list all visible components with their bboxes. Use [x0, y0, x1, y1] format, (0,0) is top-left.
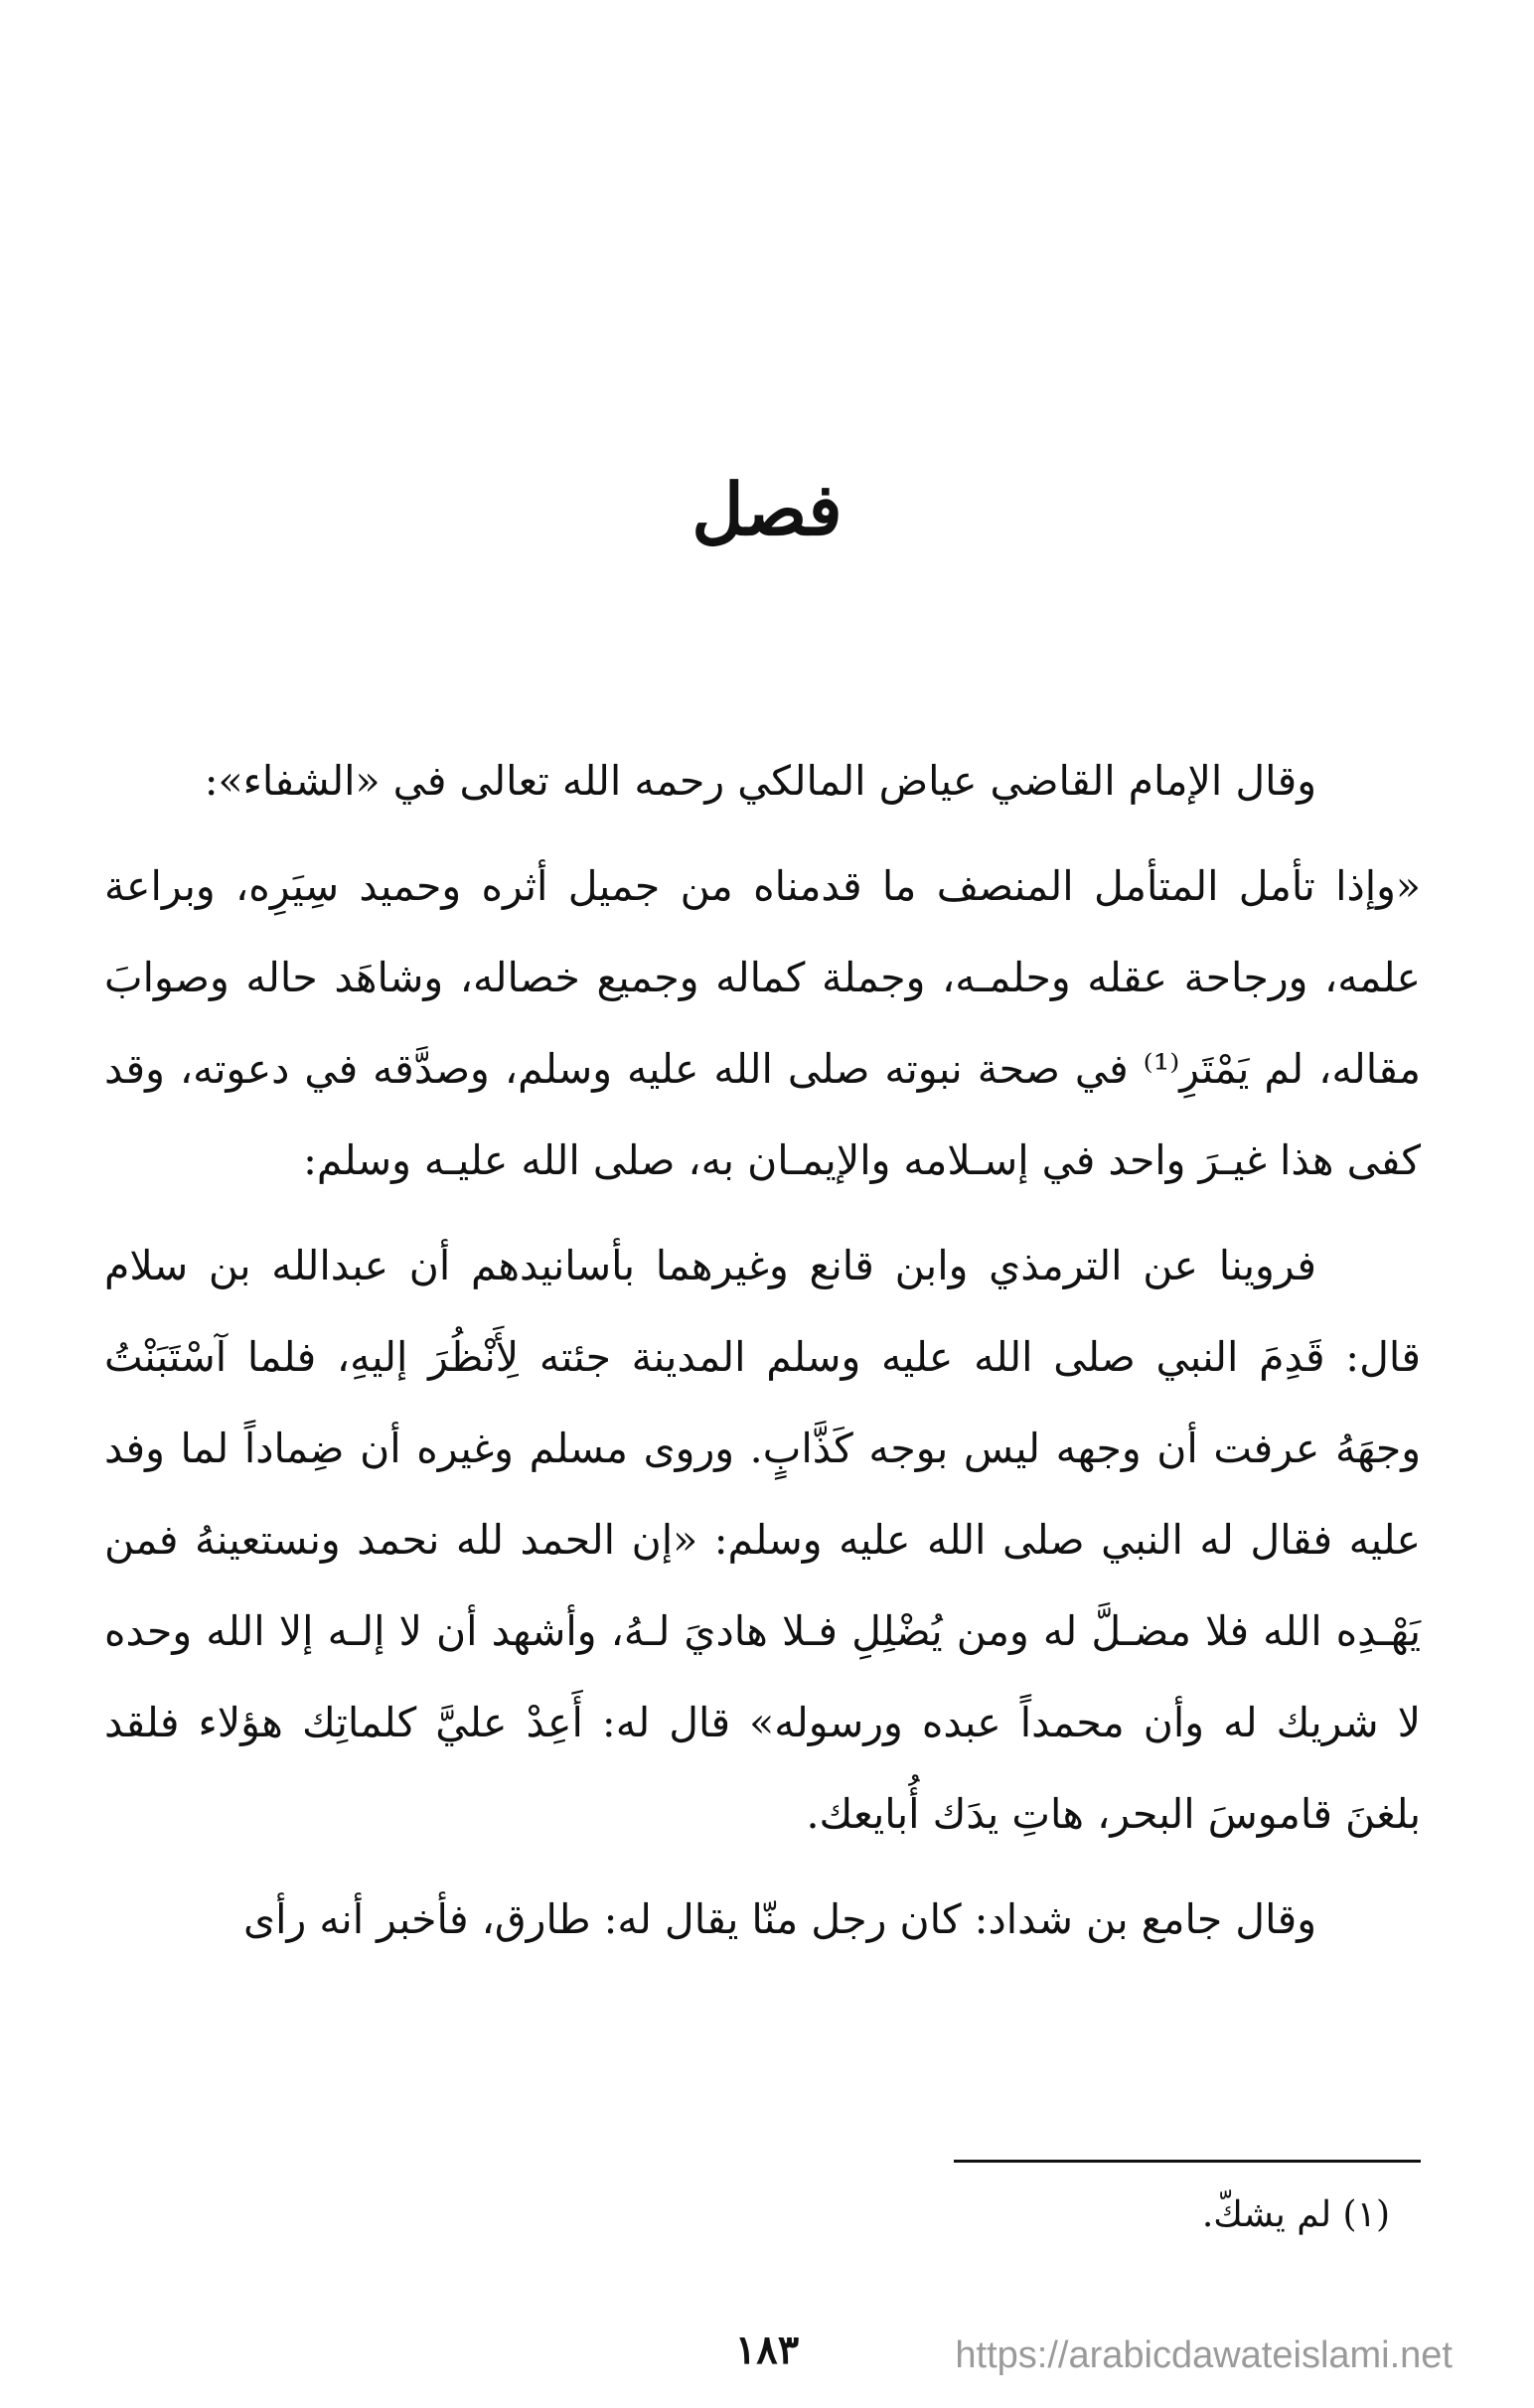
- page-number: ١٨٣: [734, 2327, 800, 2373]
- body-text: [104, 735, 1421, 1979]
- paragraph-quote: «وإذا تأمل المتأمل المنصف ما قدمناه من جميل أثره وحميد سِيَرِه، وبراعة علمه، ورجاحة عقله وحلمـه، وجملة كماله وجميع خصاله، وشاهَد حاله وصوابَ مقاله، لم يَمْتَرِ⁽¹⁾ في صحة نبوته صلى الله عليه وسلم، وصدَّقه في دعوته، وقد كفى هذا غيـرَ واحد في إسـلامه والإيمـان به، صلى الله عليـه وسلم:: [104, 862, 1421, 1184]
- paragraph-intro: وقال الإمام القاضي عياض المالكي رحمه الله تعالى في «الشفاء»:: [204, 757, 1316, 805]
- footnote-divider: [954, 2160, 1421, 2163]
- footnote: (١) لم يشكّ.: [1201, 2194, 1390, 2235]
- paragraph-narration: فروينا عن الترمذي وابن قانع وغيرهما بأسانيدهم أن عبدالله بن سلام قال: قَدِمَ النبي صلى الله عليه وسلم المدينة جئته لِأَنْظُرَ إليهِ، فلما آسْتَبَنْتُ وجهَهُ عرفت أن وجهه ليس بوجه كَذَّابٍ. وروى مسلم وغيره أن ضِماداً لما وفد عليه فقال له النبي صلى الله عليه وسلم: «إن الحمد لله نحمد ونستعينهُ فمن يَهْـدِه الله فلا مضـلَّ له ومن يُضْلِلِ فـلا هاديَ لـهُ، وأشهد أن لا إلـه إلا الله وحده لا شريك له وأن محمداً عبده ورسوله» قال له: أَعِدْ عليَّ كلماتِك هؤلاء فلقد بلغنَ قاموسَ البحر، هاتِ يدَك أُبايعك.: [104, 1242, 1421, 1838]
- chapter-title: فصل: [691, 467, 843, 551]
- paragraph-continuation: وقال جامع بن شداد: كان رجل منّا يقال له: طارق، فأخبر أنه رأى: [243, 1895, 1316, 1943]
- watermark-url: https://arabicdawateislami.net: [955, 2334, 1453, 2376]
